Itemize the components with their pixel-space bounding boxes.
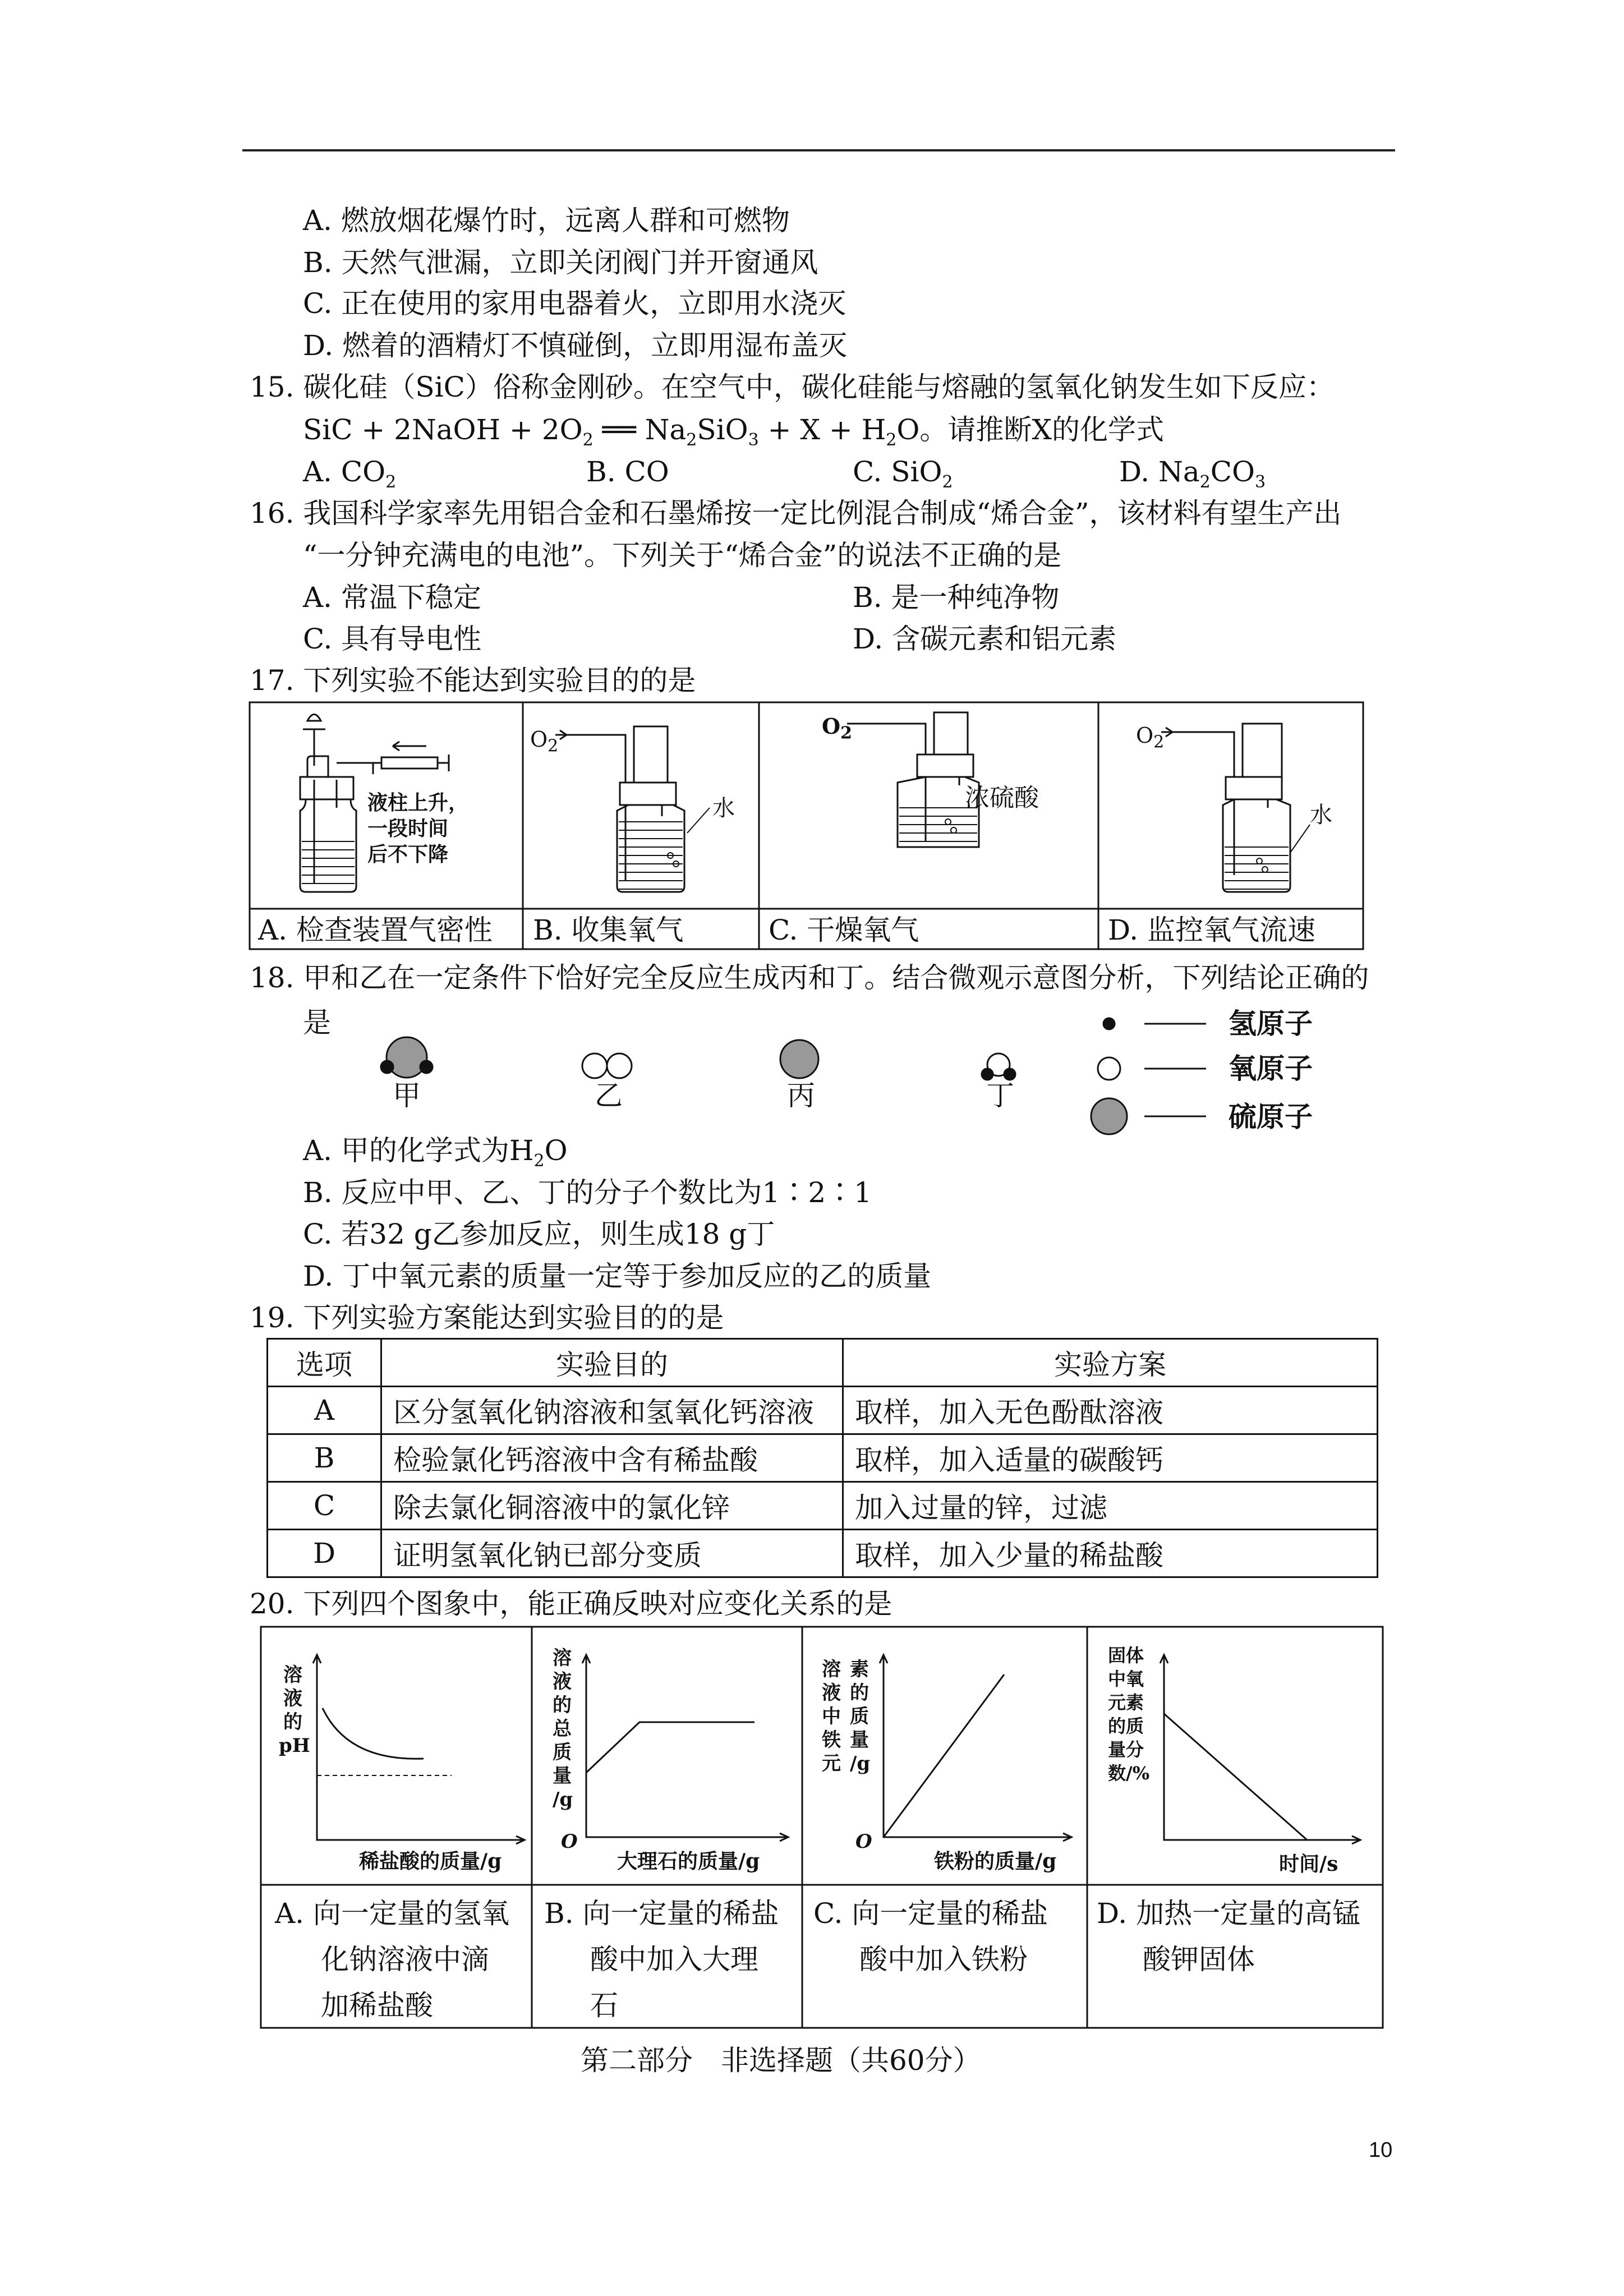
q19-cell-option: B	[268, 1434, 381, 1482]
q20-caption-a-line3: 加稀盐酸	[321, 1989, 433, 2022]
fig-b-water-label: 水	[712, 795, 735, 821]
graph-d-ylabel-3: 元素	[1108, 1692, 1144, 1713]
graph-d-axes	[1160, 1655, 1360, 1844]
q19-cell-goal: 检验氯化钙溶液中含有稀盐酸	[381, 1434, 843, 1482]
q19-cell-goal: 证明氢氧化钠已部分变质	[381, 1530, 843, 1577]
graph-a-ylabel-1: 溶	[283, 1664, 302, 1686]
q15-option-c: C. SiO$_2$	[853, 455, 953, 492]
graph-a-ylabel-4: pH	[279, 1734, 310, 1757]
q17-caption-c: C. 干燥氧气	[769, 914, 919, 946]
q18-option-b: B. 反应中甲、乙、丁的分子个数比为1∶2∶1	[303, 1176, 872, 1209]
mol-label-yi: 乙	[595, 1079, 623, 1112]
q15-option-d: D. $Na_2CO_3$	[1119, 455, 1266, 492]
graph-d-ylabel-2: 中氧	[1108, 1668, 1144, 1690]
graph-a-ylabel-3: 的	[283, 1711, 302, 1733]
q19-cell-option: C	[268, 1482, 381, 1530]
q16-stem-line1: 16. 我国科学家率先用铝合金和石墨烯按一定比例混合制成“烯合金”，该材料有望生产出	[250, 497, 1342, 530]
q19-cell-option: D	[268, 1530, 381, 1577]
q15-option-b: B. CO	[586, 455, 669, 488]
graph-a-xlabel: 稀盐酸的质量/g	[359, 1849, 502, 1873]
q17-stem: 17. 下列实验不能达到实验目的的是	[250, 664, 696, 697]
q20-caption-c-line1: C. 向一定量的稀盐	[813, 1897, 1048, 1930]
page-number: 10	[1369, 2138, 1393, 2162]
graph-b-ylabel-5: 质	[553, 1741, 572, 1764]
graph-b-ylabel-4: 总	[553, 1718, 572, 1740]
q19-cell-goal: 区分氢氧化钠溶液和氢氧化钙溶液	[381, 1387, 843, 1434]
graph-b-ylabel	[553, 1646, 573, 1811]
q20-caption-a-line1: A. 向一定量的氢氧	[275, 1897, 509, 1930]
legend-sulfur-label: 硫原子	[1229, 1100, 1313, 1133]
legend-hydrogen-label: 氢原子	[1229, 1007, 1313, 1040]
q20-caption-b-line2: 酸中加入大理	[590, 1943, 758, 1976]
fig-b-o2-label: $O_2$	[530, 727, 559, 756]
graph-b-ylabel-3: 的	[553, 1694, 572, 1717]
fig-d-o2-label: $O_2$	[1136, 723, 1165, 752]
fig-a-label-line2: 一段时间	[367, 817, 449, 840]
q16-option-b: B. 是一种纯净物	[853, 581, 1060, 614]
graph-d-xlabel: 时间/s	[1279, 1852, 1338, 1876]
graph-c-axes	[880, 1655, 1071, 1841]
q15-equation: SiC + 2NaOH + $2O_2$ ══ $Na_2SiO_3 + X + H_2O$。请推断X的化学式	[303, 413, 1164, 450]
fig-d-water-label: 水	[1310, 802, 1332, 828]
graph-d-line	[1164, 1714, 1307, 1840]
graph-d-ylabel	[1108, 1644, 1149, 1785]
fig-c-acid-label: 浓硫酸	[965, 784, 1039, 812]
graph-a-ylabel	[279, 1663, 310, 1757]
q19-cell-option: A	[268, 1387, 381, 1434]
q16-option-c: C. 具有导电性	[303, 623, 482, 655]
q19-header-option: 选项	[268, 1339, 381, 1387]
mol-label-bing: 丙	[787, 1079, 815, 1112]
graph-a-ylabel-2: 液	[283, 1687, 302, 1710]
q14-option-a: A. 燃放烟花爆竹时，远离人群和可燃物	[303, 204, 790, 237]
graph-c-ylabel-col2	[850, 1658, 870, 1775]
graph-b-line	[586, 1722, 755, 1773]
q19-cell-plan: 取样，加入适量的碳酸钙	[843, 1434, 1378, 1482]
graph-c-ylabel-col1	[822, 1658, 841, 1775]
graph-c-ylabel2-3: 质	[850, 1705, 869, 1728]
q17-caption-d: D. 监控氧气流速	[1108, 914, 1316, 946]
q20-caption-d-line1: D. 加热一定量的高锰	[1097, 1897, 1361, 1930]
graph-c-ylabel1-5: 元	[822, 1752, 841, 1775]
graph-b-ylabel-2: 液	[553, 1671, 572, 1693]
graph-d-ylabel-6: 数/%	[1108, 1763, 1150, 1784]
q18-option-c: C. 若32 g乙参加反应，则生成18 g丁	[303, 1218, 775, 1250]
q16-stem-line2: “一分钟充满电的电池”。下列关于“烯合金”的说法不正确的是	[303, 539, 1062, 572]
q16-option-a: A. 常温下稳定	[303, 581, 481, 614]
q20-caption-c-line2: 酸中加入铁粉	[859, 1943, 1028, 1976]
q18-option-a: A. 甲的化学式为$H_2O$	[303, 1134, 568, 1171]
graph-b-ylabel-7: /g	[553, 1788, 573, 1811]
section-title: 第二部分 非选择题（共60分）	[581, 2044, 981, 2077]
mol-label-ding: 丁	[986, 1079, 1014, 1112]
q18-option-d: D. 丁中氧元素的质量一定等于参加反应的乙的质量	[303, 1260, 932, 1292]
graph-c-ylabel2-2: 的	[850, 1682, 869, 1704]
graph-a-axes	[313, 1655, 525, 1844]
q18-stem-line2: 是	[303, 1006, 331, 1039]
q19-header-plan: 实验方案	[843, 1339, 1378, 1387]
q19-cell-plan: 取样，加入少量的稀盐酸	[843, 1530, 1378, 1577]
q20-stem: 20. 下列四个图象中，能正确反映对应变化关系的是	[250, 1588, 892, 1620]
q20-caption-b-line3: 石	[590, 1989, 618, 2022]
q15-stem: 15. 碳化硅（SiC）俗称金刚砂。在空气中，碳化硅能与熔融的氢氧化钠发生如下反应：	[250, 371, 1335, 403]
graph-d-ylabel-4: 的质	[1108, 1715, 1144, 1737]
graph-c-ylabel1-1: 溶	[822, 1658, 841, 1681]
q19-cell-plan: 取样，加入无色酚酞溶液	[843, 1387, 1378, 1434]
q14-option-d: D. 燃着的酒精灯不慎碰倒，立即用湿布盖灭	[303, 329, 848, 362]
graph-c-ylabel1-2: 液	[822, 1682, 841, 1704]
q17-caption-b: B. 收集氧气	[533, 914, 684, 946]
graph-c-origin: O	[855, 1830, 872, 1853]
q16-option-d: D. 含碳元素和铝元素	[853, 623, 1117, 655]
fig-c-o2-label: $O_2$	[822, 714, 852, 743]
graph-c-xlabel: 铁粉的质量/g	[934, 1849, 1057, 1873]
q20-caption-d	[1097, 1890, 1360, 1982]
graph-b-origin: O	[561, 1830, 578, 1853]
graph-c-ylabel2-4: 量	[850, 1729, 869, 1751]
fig-a-label-line3: 后不下降	[367, 843, 449, 866]
graph-c-ylabel2-1: 素	[850, 1658, 869, 1681]
q14-option-c: C. 正在使用的家用电器着火，立即用水浇灭	[303, 287, 846, 320]
q17-caption-a: A. 检查装置气密性	[258, 914, 493, 946]
q20-caption-c	[813, 1890, 1048, 1982]
graph-b-ylabel-1: 溶	[553, 1647, 572, 1669]
q20-caption-a-line2: 化钠溶液中滴	[321, 1943, 489, 1976]
q19-header-goal: 实验目的	[381, 1339, 843, 1387]
q20-caption-b-line1: B. 向一定量的稀盐	[544, 1897, 779, 1930]
graph-a-curve	[323, 1708, 424, 1759]
graph-c-ylabel2-5: /g	[850, 1752, 871, 1775]
graph-d-ylabel-5: 量分	[1108, 1739, 1144, 1760]
graph-d-ylabel-1: 固体	[1108, 1645, 1144, 1666]
q19-cell-plan: 加入过量的锌，过滤	[843, 1482, 1378, 1530]
q15-option-a: A. $CO_2$	[303, 455, 397, 492]
q19-cell-goal: 除去氯化铜溶液中的氯化锌	[381, 1482, 843, 1530]
graph-c-ylabel1-4: 铁	[822, 1729, 841, 1751]
q18-stem-line1: 18. 甲和乙在一定条件下恰好完全反应生成丙和丁。结合微观示意图分析，下列结论正确的	[250, 961, 1369, 994]
graph-b-ylabel-6: 量	[553, 1765, 572, 1787]
legend-oxygen-label: 氧原子	[1229, 1052, 1313, 1085]
q20-caption-b	[544, 1890, 779, 2028]
mol-label-jia: 甲	[393, 1079, 421, 1112]
q20-caption-d-line2: 酸钾固体	[1143, 1943, 1255, 1976]
graph-c-line	[884, 1674, 1004, 1837]
graph-b-xlabel: 大理石的质量/g	[617, 1849, 760, 1873]
graph-c-ylabel1-3: 中	[822, 1705, 841, 1728]
q14-option-b: B. 天然气泄漏，立即关闭阀门并开窗通风	[303, 246, 818, 279]
fig-a-label-line1: 液柱上升，	[367, 791, 469, 815]
q20-caption-a	[275, 1890, 509, 2028]
q19-stem: 19. 下列实验方案能达到实验目的的是	[250, 1301, 724, 1334]
